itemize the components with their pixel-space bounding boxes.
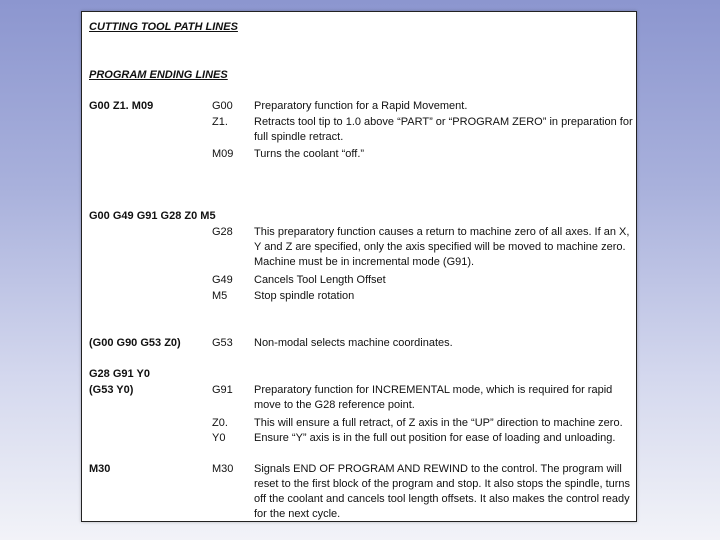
code-label: Z0.	[212, 417, 228, 429]
code-description: Cancels Tool Length Offset	[254, 274, 386, 286]
heading-cutting-tool-path-lines: CUTTING TOOL PATH LINES	[89, 21, 238, 33]
code-description: Preparatory function for INCREMENTAL mode, which is required for rapid move to the G28 reference point.	[254, 384, 613, 411]
code-description: This will ensure a full retract, of Z axis in the “UP” direction to machine zero.	[254, 417, 623, 429]
code-label: Z1.	[212, 116, 228, 128]
program-line-2: G00 G49 G91 G28 Z0 M5	[89, 210, 216, 222]
heading-program-ending-lines: PROGRAM ENDING LINES	[89, 69, 228, 81]
code-description: Retracts tool tip to 1.0 above “PART” or “PROGRAM ZERO” in preparation for full spindle retract.	[254, 116, 633, 143]
program-line-4: G28 G91 Y0	[89, 368, 150, 380]
code-description: Turns the coolant “off.”	[254, 148, 365, 160]
code-label: M09	[212, 148, 234, 160]
code-label: M30	[212, 463, 234, 475]
code-label: G28	[212, 226, 233, 238]
code-label: G00	[212, 100, 233, 112]
code-description: Non-modal selects machine coordinates.	[254, 337, 453, 349]
code-label: G91	[212, 384, 233, 396]
code-label: Y0	[212, 432, 226, 444]
program-line-5: M30	[89, 463, 111, 475]
code-description: Stop spindle rotation	[254, 290, 355, 302]
program-line-4-alt: (G53 Y0)	[89, 384, 134, 396]
code-label: G53	[212, 337, 233, 349]
code-label: G49	[212, 274, 233, 286]
code-description: Signals END OF PROGRAM AND REWIND to the control. The program will reset to the first block of the program and stop. It also stops the spindle, turns off the coolant and cancels tool length offsets. It also makes the control ready for the next cycle.	[254, 463, 631, 520]
code-description: This preparatory function causes a return to machine zero of all axes. If an X, Y and Z are specified, only the axis specified will be moved to machine zero. Machine must be in incremental mode (G91).	[254, 226, 630, 268]
document-page	[81, 11, 637, 522]
program-line-3: (G00 G90 G53 Z0)	[89, 337, 181, 349]
code-label: M5	[212, 290, 228, 302]
program-line-1: G00 Z1. M09	[89, 100, 154, 112]
code-description: Preparatory function for a Rapid Movement.	[254, 100, 468, 112]
code-description: Ensure “Y” axis is in the full out position for ease of loading and unloading.	[254, 432, 616, 444]
